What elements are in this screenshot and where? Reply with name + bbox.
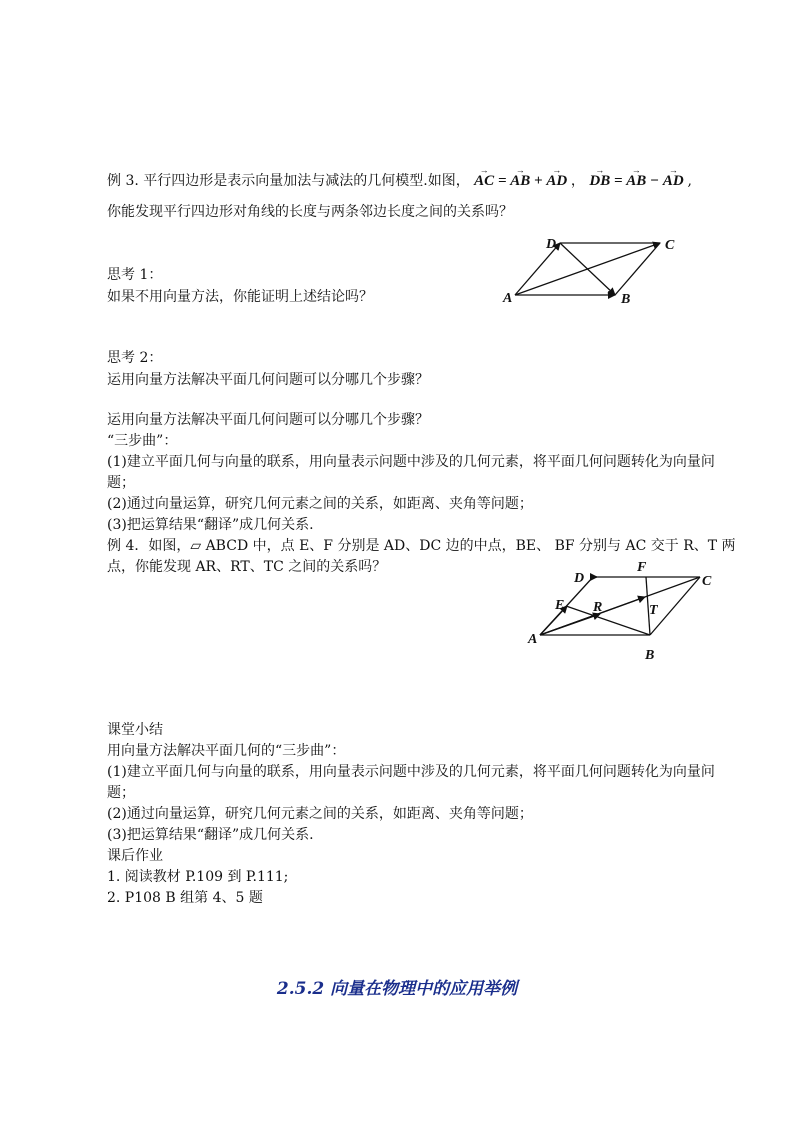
- parallelogram-figure-2: [525, 555, 725, 665]
- steps-heading: “三步曲”：: [107, 433, 178, 449]
- homework-item-2: 2. P108 B 组第 4、5 题: [107, 890, 263, 906]
- vector-equation-1: AC → = AB → + AD →: [474, 173, 571, 189]
- example4-line1: 例 4．如图，▱ ABCD 中，点 E、F 分别是 AD、DC 边的中点，BE、 BF 分别与 AC 交于 R、T 两: [107, 538, 736, 554]
- homework-title: 课后作业: [107, 848, 163, 864]
- example3-line1: 例 3. 平行四边形是表示向量加法与减法的几何模型.如图， AC → = AB → + AD → ， DB → = AB → − AD → ,: [107, 171, 692, 191]
- steps-step1-b: 题；: [107, 475, 135, 491]
- think2-label: 思考 2：: [107, 350, 163, 366]
- summary-step2: (2)通过向量运算，研究几何元素之间的关系，如距离、夹角等问题；: [107, 806, 533, 822]
- label-a: A: [528, 632, 538, 647]
- think1-label: 思考 1：: [107, 267, 163, 283]
- summary-heading: 用向量方法解决平面几何的“三步曲”：: [107, 743, 346, 759]
- label-c: C: [702, 574, 712, 589]
- parallelogram-figure-1: [500, 230, 690, 310]
- think2-text: 运用向量方法解决平面几何问题可以分哪几个步骤？: [107, 372, 429, 388]
- steps-question: 运用向量方法解决平面几何问题可以分哪几个步骤？: [107, 412, 429, 428]
- label-r: R: [593, 600, 603, 615]
- label-a: A: [503, 291, 513, 306]
- homework-item-1: 1. 阅读教材 P.109 到 P.111;: [107, 869, 289, 885]
- label-t: T: [649, 603, 658, 618]
- summary-title: 课堂小结: [107, 722, 163, 738]
- label-b: B: [645, 648, 655, 663]
- summary-step3: (3)把运算结果“翻译”成几何关系.: [107, 827, 314, 843]
- steps-step2: (2)通过向量运算，研究几何元素之间的关系，如距离、夹角等问题；: [107, 496, 533, 512]
- label-e: E: [555, 598, 565, 613]
- steps-step1-a: (1)建立平面几何与向量的联系，用向量表示问题中涉及的几何元素，将平面几何问题转化为向量问: [107, 454, 715, 470]
- summary-step1-b: 题；: [107, 785, 135, 801]
- example4-line2: 点，你能发现 AR、RT、TC 之间的关系吗？: [107, 559, 387, 575]
- diagonal-db: [560, 243, 615, 295]
- think1-text: 如果不用向量方法，你能证明上述结论吗？: [107, 289, 373, 305]
- label-c: C: [665, 238, 675, 253]
- section-title: 2.5.2 向量在物理中的应用举例: [276, 979, 518, 999]
- label-d: D: [546, 237, 557, 252]
- example3-lead: 例 3. 平行四边形是表示向量加法与减法的几何模型.如图，: [107, 173, 470, 189]
- summary-step1-a: (1)建立平面几何与向量的联系，用向量表示问题中涉及的几何元素，将平面几何问题转化为向量问: [107, 764, 715, 780]
- label-f: F: [637, 560, 647, 575]
- vector-equation-2: DB → = AB → − AD →: [589, 173, 687, 189]
- label-d: D: [574, 571, 585, 586]
- example3-question: 你能发现平行四边形对角线的长度与两条邻边长度之间的关系吗？: [107, 204, 513, 220]
- steps-step3: (3)把运算结果“翻译”成几何关系.: [107, 517, 314, 533]
- label-b: B: [621, 292, 631, 307]
